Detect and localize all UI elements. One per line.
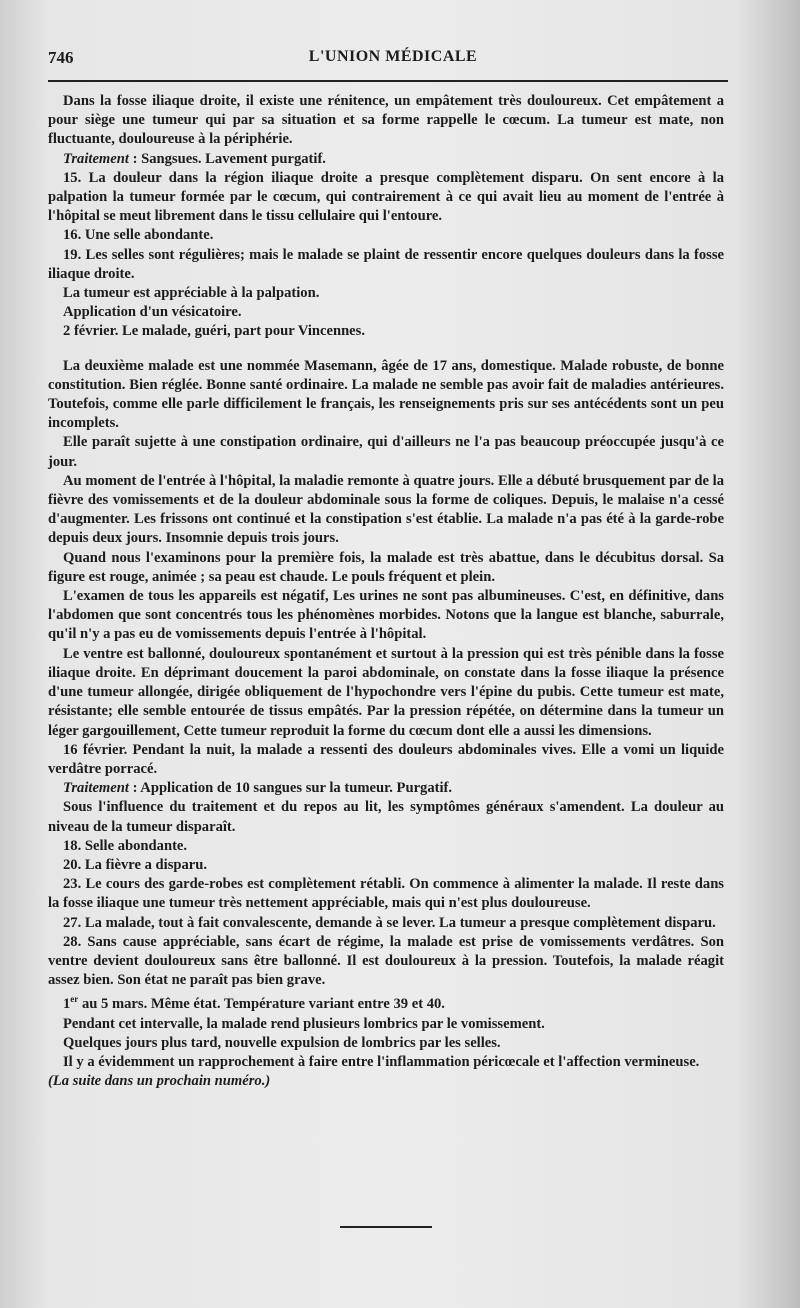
paragraph: Quand nous l'examinons pour la première fois, la malade est très abattue, dans le décubitus dorsal. Sa figure est rouge, animée ; sa peau est chaude. Le pouls fréquent et plein. (48, 549, 724, 585)
header-rule (48, 80, 728, 82)
paragraph (48, 779, 724, 798)
paragraph: 2 février. Le malade, guéri, part pour Vincennes. (63, 323, 365, 340)
paragraph: 16. Une selle abondante. (63, 227, 214, 244)
paragraph-text: au 5 mars. Même état. Température variant entre 39 et 40. (81, 996, 445, 1013)
paragraph: Dans la fosse iliaque droite, il existe une rénitence, un empâtement très douloureux. Cet empâtement a pour siège une tumeur qui par sa situation et sa forme rappelle le cœcum. La tumeur est mate, non fluctuante, douloureuse à la périphérie. (48, 93, 724, 148)
paragraph: Au moment de l'entrée à l'hôpital, la maladie remonte à quatre jours. Elle a débuté brusquement par de la fièvre des vomissements et de la douleur abdominale sous la forme de coliques. Depuis, le malaise n'a cessé d'augmenter. Les frissons ont continué et la constipation s'est établie. La malade n'a pas été à la garde-robe depuis deux jours. Insomnie depuis trois jours. (48, 472, 724, 547)
paragraph (48, 990, 724, 1014)
paragraph: 16 février. Pendant la nuit, la malade a ressenti des douleurs abdominales vives. Elle a vomi un liquide verdâtre porracé. (48, 741, 724, 777)
date-ordinal: 1 (63, 996, 71, 1013)
paragraph: La deuxième malade est une nommée Masemann, âgée de 17 ans, domestique. Malade robuste, de bonne constitution. Bien réglée. Bonne santé ordinaire. La malade ne semble pas avoir fait de maladies antérieures. Toutefois, comme elle parle difficilement le français, les renseignements pris sur ses antécédents sont un peu incomplets. (48, 357, 724, 432)
footer-rule (340, 1226, 432, 1228)
paragraph: 15. La douleur dans la région iliaque droite a presque complètement disparu. On sent encore à la palpation la tumeur formée par le cœcum, qui contrairement à ce qui avait lieu au moment de l'entrée à l'hôpital se meut librement dans le tissu cellulaire qui l'entoure. (48, 169, 724, 225)
continuation-note: (La suite dans un prochain numéro.) (48, 1073, 271, 1090)
paragraph: L'examen de tous les appareils est négatif, Les urines ne sont pas albumineuses. C'est, en définitive, dans l'abdomen que sont concentrés tous les phénomènes morbides. Notons que la langue est blanche, saburrale, qu'il n'y a pas eu de vomissements depuis l'entrée à l'hôpital. (48, 588, 724, 643)
section-gap (48, 342, 724, 357)
paragraph: 28. Sans cause appréciable, sans écart de régime, la malade est prise de vomissements verdâtres. Son ventre devient douloureux sans être ballonné. Il est douloureux à la pression. Toutefois, la malade réagit assez bien. Son état ne paraît pas bien grave. (48, 933, 724, 989)
paragraph: Application d'un vésicatoire. (63, 304, 242, 321)
paragraph: 20. La fièvre a disparu. (63, 856, 208, 873)
article-body (48, 92, 724, 1091)
paragraph: Il y a évidemment un rapprochement à faire entre l'inflammation péricœcale et l'affection vermineuse. (63, 1053, 700, 1070)
paragraph-text: : Sangsues. Lavement purgatif. (128, 150, 326, 167)
paragraph: Sous l'influence du traitement et du repos au lit, les symptômes généraux s'amendent. La douleur au niveau de la tumeur disparaît. (48, 799, 724, 835)
paragraph: 18. Selle abondante. (63, 837, 188, 854)
paragraph: Pendant cet intervalle, la malade rend plusieurs lombrics par le vomissement. (63, 1015, 545, 1032)
page-number: 746 (48, 48, 74, 67)
paragraph: Elle paraît sujette à une constipation ordinaire, qui d'ailleurs ne l'a pas beaucoup préoccupée jusqu'à ce jour. (48, 434, 724, 470)
paragraph: La tumeur est appréciable à la palpation. (63, 285, 320, 302)
italic-label: Traitement (63, 150, 129, 167)
page-header (48, 48, 738, 72)
paragraph: 27. La malade, tout à fait convalescente, demande à se lever. La tumeur a presque complètement disparu. (63, 914, 716, 931)
paragraph (48, 150, 724, 169)
paragraph: Le ventre est ballonné, douloureux spontanément et surtout à la pression qui est très pénible dans la fosse iliaque droite. En déprimant doucement la paroi abdominale, on constate dans la fosse iliaque la présence d'une tumeur allongée, dirigée obliquement de l'hypochondre vers l'épine du pubis. Cette tumeur est mate, résistante; elle semble entourée de tissus empâtés. Par la pression répétée, on détermine dans la tumeur un léger gargouillement, Cette tumeur reproduit la forme du cœcum dont elle a aussi les dimensions. (48, 645, 724, 739)
italic-label: Traitement (63, 780, 129, 797)
paragraph: Quelques jours plus tard, nouvelle expulsion de lombrics par les selles. (63, 1034, 501, 1051)
paragraph-text: : Application de 10 sangues sur la tumeur. Purgatif. (128, 780, 453, 797)
paragraph: 23. Le cours des garde-robes est complètement rétabli. On commence à alimenter la malade. Il reste dans la fosse iliaque une tumeur très nettement appréciable, mais qui n'est plus douloureuse. (48, 876, 724, 912)
running-head: L'UNION MÉDICALE (308, 48, 478, 65)
paragraph: 19. Les selles sont régulières; mais le malade se plaint de ressentir encore quelques douleurs dans la fosse iliaque droite. (48, 246, 724, 282)
ordinal-superscript: er (70, 994, 79, 1005)
